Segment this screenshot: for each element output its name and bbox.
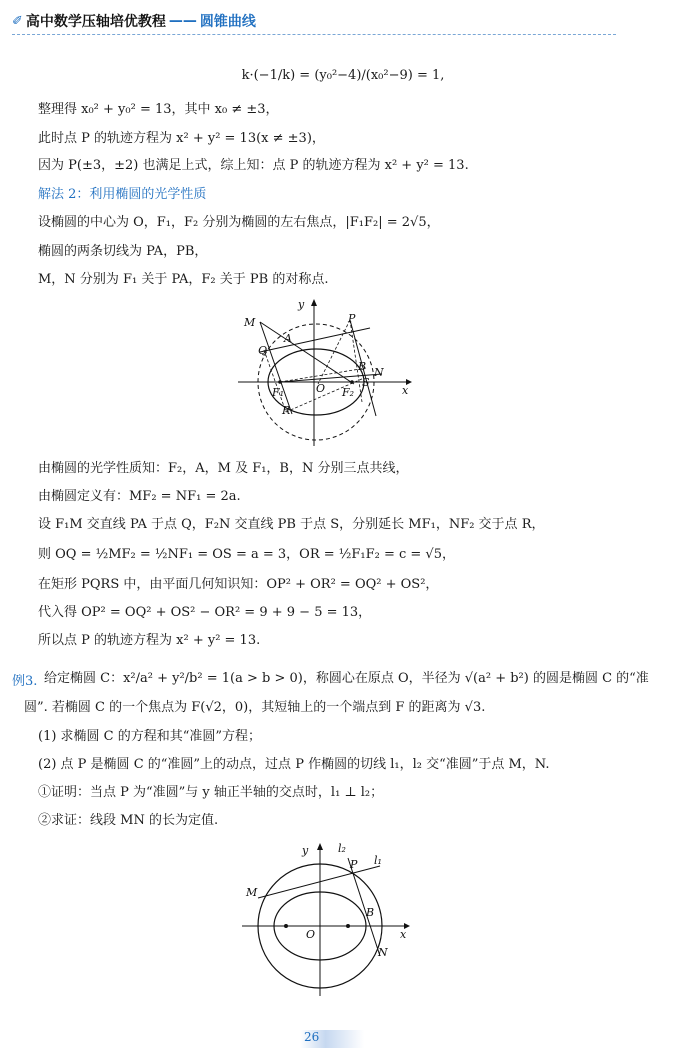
question-2: (2) 点 P 是椭圆 C 的“准圆”上的动点，过点 P 作椭圆的切线 l₁，l₂ 交“准圆”于点 M，N. bbox=[38, 757, 550, 772]
label-x: x bbox=[402, 384, 409, 397]
after-line-6: 代入得 OP² = OQ² + OS² − OR² = 9 + 9 − 5 = 13， bbox=[38, 605, 372, 620]
solution-line-1: 整理得 x₀² + y₀² = 13，其中 x₀ ≠ ±3， bbox=[38, 102, 279, 117]
question-1: (1) 求椭圆 C 的方程和其“准圆”方程； bbox=[38, 729, 262, 744]
label-n: N bbox=[374, 366, 384, 379]
question-2b: ②求证：线段 MN 的长为定值. bbox=[38, 813, 219, 828]
question-2a: ①证明：当点 P 为“准圆”与 y 轴正半轴的交点时，l₁ ⊥ l₂； bbox=[38, 785, 384, 800]
label-o: O bbox=[316, 382, 326, 395]
quasi-circle-figure bbox=[240, 840, 420, 1000]
after-line-2: 由椭圆定义有：MF₂ = NF₁ = 2a. bbox=[38, 489, 241, 504]
chapter-title: 圆锥曲线 bbox=[199, 14, 256, 30]
method2-title: 解法 2：利用椭圆的光学性质 bbox=[38, 187, 207, 202]
method2-line-2: 椭圆的两条切线为 PA，PB， bbox=[38, 244, 208, 259]
method2-line-1: 设椭圆的中心为 O，F₁，F₂ 分别为椭圆的左右焦点，|F₁F₂| = 2√5， bbox=[38, 215, 440, 230]
pencil-icon: ✐ bbox=[12, 13, 23, 29]
label-q: Q bbox=[258, 344, 268, 357]
fig2-label-p: P bbox=[350, 858, 358, 871]
fig2-label-m: M bbox=[246, 886, 258, 899]
label-f2: F₂ bbox=[342, 386, 355, 399]
label-r: R bbox=[282, 404, 291, 417]
solution-line-2: 此时点 P 的轨迹方程为 x² + y² = 13(x ≠ ±3)， bbox=[38, 131, 325, 146]
solution-line-3: 因为 P(±3，±2) 也满足上式，综上知：点 P 的轨迹方程为 x² + y² = 13. bbox=[38, 158, 469, 173]
fig2-label-x: x bbox=[400, 928, 407, 941]
after-line-7: 所以点 P 的轨迹方程为 x² + y² = 13. bbox=[38, 633, 261, 648]
label-p: P bbox=[348, 312, 356, 325]
method2-line-3: M，N 分别为 F₁ 关于 PA，F₂ 关于 PB 的对称点. bbox=[38, 272, 329, 287]
example-label: 例3. bbox=[12, 674, 38, 689]
label-s: S bbox=[362, 376, 370, 389]
fig2-label-l1: l₁ bbox=[374, 854, 382, 867]
label-y: y bbox=[298, 298, 305, 311]
header-dash: —— bbox=[168, 13, 197, 29]
label-m: M bbox=[244, 316, 256, 329]
fig2-label-o: O bbox=[306, 928, 316, 941]
example-line-1: 给定椭圆 C：x²/a² + y²/b² = 1(a > b > 0)，称圆心在原点 O，半径为 √(a² + b²) 的圆是椭圆 C 的“准 bbox=[44, 671, 649, 686]
label-a: A bbox=[284, 332, 292, 345]
formula-top: k·(−1/k) = (y₀²−4)/(x₀²−9) = 1, bbox=[241, 68, 445, 83]
after-line-1: 由椭圆的光学性质知：F₂，A，M 及 F₁，B，N 分别三点共线， bbox=[38, 461, 409, 476]
page-number: 26 bbox=[300, 1030, 364, 1048]
fig2-label-n: N bbox=[378, 946, 388, 959]
ellipse-optics-figure bbox=[236, 296, 422, 450]
page-header bbox=[12, 8, 616, 35]
book-title: 高中数学压轴培优教程 bbox=[25, 14, 166, 30]
after-line-5: 在矩形 PQRS 中，由平面几何知识知：OP² + OR² = OQ² + OS²， bbox=[38, 577, 439, 592]
label-b: B bbox=[358, 360, 367, 373]
fig2-label-l2: l₂ bbox=[338, 842, 346, 855]
label-f1: F₁ bbox=[272, 386, 285, 399]
example-line-2: 圆”. 若椭圆 C 的一个焦点为 F(√2，0)，其短轴上的一个端点到 F 的距离为 √3. bbox=[24, 700, 486, 715]
fig2-label-b: B bbox=[366, 906, 375, 919]
after-line-3: 设 F₁M 交直线 PA 于点 Q，F₂N 交直线 PB 于点 S，分别延长 MF₁，NF₂ 交于点 R， bbox=[38, 517, 545, 532]
fig2-label-y: y bbox=[302, 844, 309, 857]
after-line-4: 则 OQ = ½MF₂ = ½NF₁ = OS = a = 3，OR = ½F₁F₂ = c = √5， bbox=[38, 547, 455, 562]
